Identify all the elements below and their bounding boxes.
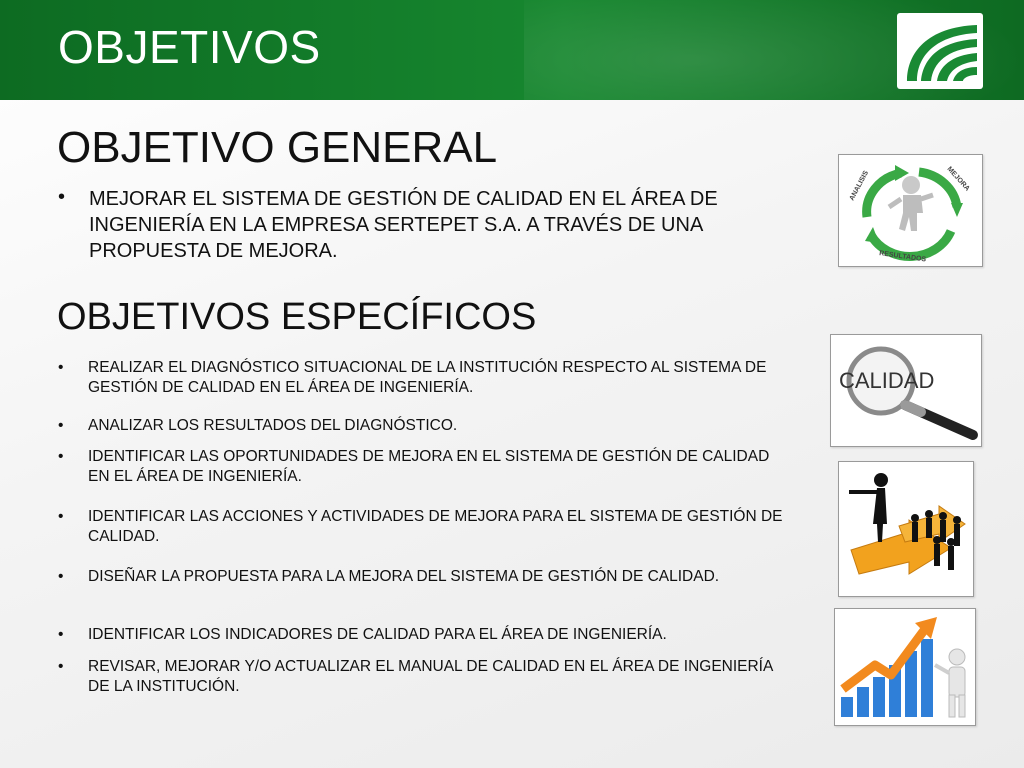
objective-text: IDENTIFICAR LOS INDICADORES DE CALIDAD PARA EL ÁREA DE INGENIERÍA. [88,626,667,643]
bullet: • [58,658,64,675]
objective-text: IDENTIFICAR LAS ACCIONES Y ACTIVIDADES DE MEJORA PARA EL SISTEMA DE GESTIÓN DE CALIDAD. [88,508,783,545]
improvement-cycle-image [838,154,983,267]
bullet: • [58,568,64,585]
bullet: • [58,359,64,376]
objective-text: IDENTIFICAR LAS OPORTUNIDADES DE MEJORA EN EL SISTEMA DE GESTIÓN DE CALIDAD EN EL ÁREA DE INGENIERÍA. [88,448,770,485]
bullet: • [58,626,64,643]
company-logo [897,13,983,89]
cycle-label-mejora: MEJORA [945,165,971,193]
growth-chart-image [834,608,976,726]
specific-objectives-heading: OBJETIVOS ESPECÍFICOS [57,296,537,338]
title-bar [0,0,1024,100]
general-objective-text: MEJORAR EL SISTEMA DE GESTIÓN DE CALIDAD EN EL ÁREA DE INGENIERÍA EN LA EMPRESA SERTEPET S.A. A TRAVÉS DE UNA PROPUESTA DE MEJORA. [89,188,718,262]
general-objective-heading: OBJETIVO GENERAL [57,123,498,172]
bullet: • [58,186,66,208]
objective-text: ANALIZAR LOS RESULTADOS DEL DIAGNÓSTICO. [88,417,458,434]
cycle-label-resultados: RESULTADOS [878,250,927,264]
bullet: • [58,448,64,465]
objective-text: DISEÑAR LA PROPUESTA PARA LA MEJORA DEL SISTEMA DE GESTIÓN DE CALIDAD. [88,568,720,585]
leadership-image [838,461,974,597]
objective-text: REVISAR, MEJORAR Y/O ACTUALIZAR EL MANUAL DE CALIDAD EN EL ÁREA DE INGENIERÍA DE LA INSTITUCIÓN. [88,658,773,695]
quality-magnifier-image [830,334,982,447]
bullet: • [58,508,64,525]
calidad-label: CALIDAD [839,368,935,393]
growth-bars-icon [835,609,975,725]
slide-title: OBJETIVOS [58,21,321,73]
bullet: • [58,417,64,434]
objective-text: REALIZAR EL DIAGNÓSTICO SITUACIONAL DE LA INSTITUCIÓN RESPECTO AL SISTEMA DE GESTIÓN DE CALIDAD EN EL ÁREA DE INGENIERÍA. [88,359,767,396]
cycle-label-analisis: ANALISIS [848,169,871,202]
leader-followers-icon [839,462,973,596]
cycle-illustration-icon [839,155,982,266]
logo-mark-icon [897,13,983,89]
